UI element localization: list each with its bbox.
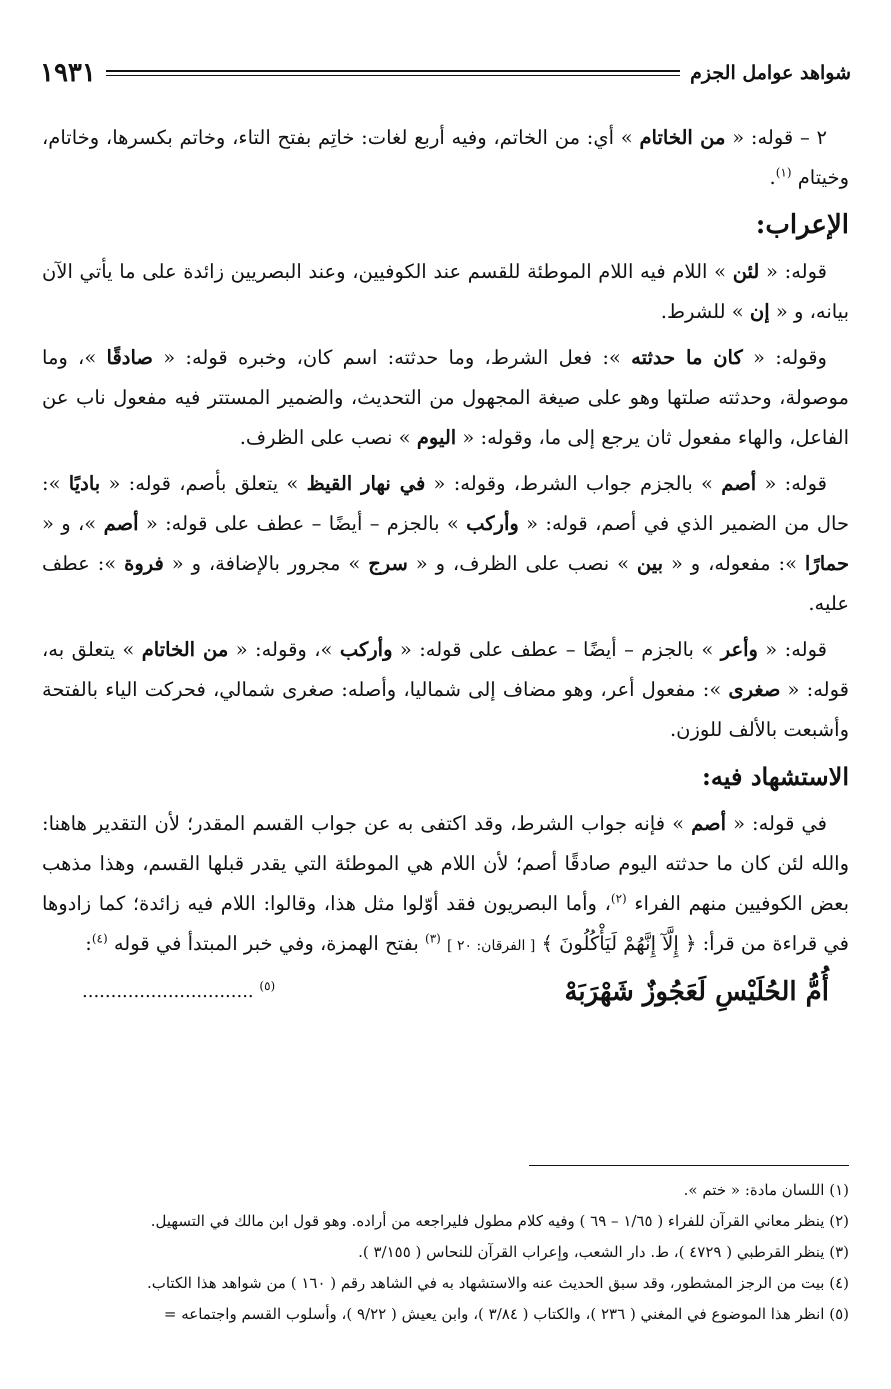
page-body bbox=[42, 118, 849, 1012]
footnote-ref-1[interactable]: (١) bbox=[775, 165, 792, 180]
page-header bbox=[40, 58, 851, 88]
footnote-ref-5[interactable]: (٥) bbox=[259, 979, 276, 993]
footnote-ref-3[interactable]: (٣) bbox=[425, 931, 441, 946]
footnote-separator bbox=[529, 1165, 849, 1166]
paragraph-kana: وقوله: « كان ما حدثته »: فعل الشرط، وما حدثته: اسم كان، وخبره قوله: « صادقًا »، وما موصولة، وحدثته صلتها وهو على صيغة المجهول من التحديث، والضمير المستتر فيه مفعول ناب عن الفاعل، والهاء مفعول ثان يرجع إلى ما، وقوله: « اليوم » نصب على الظرف. bbox=[42, 346, 849, 449]
section-heading-irab: الإعراب: bbox=[755, 210, 849, 240]
footnote-1: (١) اللسان مادة: « ختم ». bbox=[683, 1181, 849, 1199]
footnote-4: (٤) بيت من الرجز المشطور، وقد سبق الحديث عنه والاستشهاد به في الشاهد رقم ( ١٦٠ ) من شواهد هذا الكتاب. bbox=[146, 1274, 849, 1292]
running-title: شواهد عوامل الجزم bbox=[690, 62, 851, 84]
page-number: ١٩٣١ bbox=[40, 58, 96, 88]
header-rule bbox=[106, 70, 680, 76]
footnote-3: (٣) ينظر القرطبي ( ٤٧٢٩ )، ط. دار الشعب، وإعراب القرآن للنحاس ( ٣/١٥٥ ). bbox=[358, 1243, 849, 1261]
verse-ellipsis: .............................. $^{(٥)}$ bbox=[82, 979, 276, 1002]
paragraph-asum: قوله: « أصم » بالجزم جواب الشرط، وقوله: « في نهار القيظ » يتعلق بأصم، قوله: « باديًا »: حال من الضمير الذي في أصم، قوله: « وأركب » بالجزم – أيضًا – عطف على قوله: « أصم »، و « حمارًا »: مفعوله، و « بين » نصب على الظرف، و « سرج » مجرور بالإضافة، و « فروة »: عطف عليه. bbox=[42, 472, 850, 615]
term-khatam: من الخاتام bbox=[639, 126, 726, 149]
paragraph-lain: قوله: « لئن » اللام فيه اللام الموطئة للقسم عند الكوفيين، وعند البصريين زائدة على ما يأتي الآن بيانه، و « إن » للشرط. bbox=[42, 260, 849, 323]
footnote-ref-4[interactable]: (٤) bbox=[91, 931, 108, 946]
paragraph-khatam: ٢ – قوله: « من الخاتام » أي: من الخاتم، وفيه أربع لغات: خاتِم بفتح التاء، وخاتم بكسرها، وخاتام، وخيتام $^{(١)}$. bbox=[42, 126, 849, 189]
quran-reference: [ الفرقان: ٢٠ ] bbox=[447, 938, 536, 954]
section-heading-istishhad: الاستشهاد فيه: bbox=[702, 762, 849, 791]
paragraph-aar: قوله: « وأعر » بالجزم – أيضًا – عطف على قوله: « وأركب »، وقوله: « من الخاتام » يتعلق به، قوله: « صغرى »: مفعول أعر، وهو مضاف إلى شماليا، وأصله: صغرى شمالي، فحركت الياء بالفتحة وأشبعت بالألف للوزن. bbox=[42, 638, 849, 741]
footnote-2: (٢) ينظر معاني القرآن للفراء ( ١/٦٥ – ٦٩ ) وفيه كلام مطول فليراجعه من أراده. وهو قول ابن مالك في التسهيل. bbox=[150, 1212, 849, 1230]
paragraph-shahid: في قوله: « أصم » فإنه جواب الشرط، وقد اكتفى به عن جواب القسم المقدر؛ لأن التقدير هاهنا: والله لئن كان ما حدثته اليوم صادقًا أصم؛ لأن اللام هي الموطئة التي يقدر قبلها القسم، وهذا مذهب بعض الكوفيين منهم الفراء $^{(٢)}$، وأما البصريون فقد أوّلوا مثل هذا، وقالوا: اللام فيه زائدة؛ كما زادوها في قراءة من قرأ: ﴿ إِلَّآ إِنَّهُمْ لَيَأْكُلُونَ ﴾ [ الفرقان: ٢٠ ] $^{(٣)}$ بفتح الهمزة، وفي خبر المبتدأ في قوله $^{(٤)}$: bbox=[42, 812, 849, 955]
poetry-verse bbox=[42, 972, 849, 1012]
verse-hemistich: أُمُّ الحُلَيْسِ لَعَجُوزٌ شَهْرَبَهْ bbox=[564, 977, 829, 1007]
footnote-ref-2[interactable]: (٢) bbox=[610, 891, 627, 906]
footnote-5: (٥) انظر هذا الموضوع في المغني ( ٢٣٦ )، والكتاب ( ٣/٨٤ )، وابن يعيش ( ٩/٢٢ )، وأسلوب القسم واجتماعه = bbox=[163, 1305, 849, 1323]
footnotes bbox=[42, 1175, 849, 1330]
